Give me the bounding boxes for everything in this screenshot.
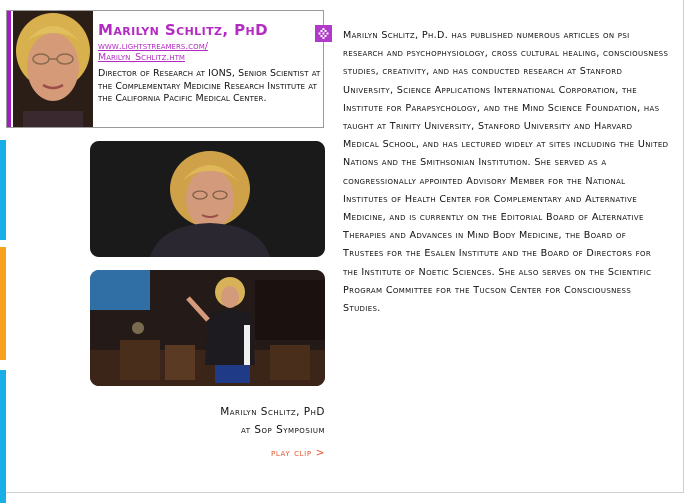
bio-text: Marilyn Schlitz, Ph.D. has published numerous articles on psi research and psychophysiology, cross cultural healing, consciousness studies, creativity, and has conducted research at Stanford University, Science Applications International Corporation, the Institute for Parapsychology, and the Mind Science Foundation, has taught at Trinity University, Stanford University and Harvard Medical School, and has lectured widely at sites including the United Nations and the Smithsonian Institution. She served as a congressionally appointed Advisory Member for the National Institutes of Health Center for Complementary and Alternative Medicine, and is currently on the Editorial Board of Alternative Therapies and Advances in Mind Body Medicine, the Board of Trustees for the Esalen Institute and the Board of Directors for the Institute of Noetic Sciences. She also serves on the Scientific Program Committee for the Tucson Center for Consciousness Studies. [343, 30, 669, 315]
edge-tab-blue-lower [0, 370, 6, 503]
profile-portrait [13, 11, 93, 127]
card-accent-bar [7, 11, 11, 127]
profile-name: Marilyn Schlitz, PhD [98, 21, 268, 39]
video-thumbnail-closeup[interactable] [90, 141, 325, 257]
diamond-dots-icon [315, 25, 332, 42]
profile-url-link[interactable] [98, 41, 208, 63]
profile-url-line1[interactable]: www.lightstreamers.com/ [98, 41, 208, 52]
caption-line1: Marilyn Schlitz, PhD [220, 406, 325, 418]
play-clip-link[interactable]: play clip > [271, 447, 325, 459]
video-thumbnail-stage[interactable] [90, 270, 325, 386]
edge-tab-blue [0, 140, 6, 240]
profile-card [6, 10, 324, 128]
edge-tab-orange [0, 247, 6, 360]
profile-role: Director of Research at IONS, Senior Scientist at the Complementary Medicine Research Institute at the California Pacific Medical Center. [98, 68, 321, 104]
caption-line2: at Sop Symposium [241, 424, 325, 436]
profile-url-line2[interactable]: Marilyn_Schlitz.htm [98, 52, 185, 63]
expand-toggle-button[interactable] [315, 25, 332, 42]
video-caption [155, 403, 325, 439]
